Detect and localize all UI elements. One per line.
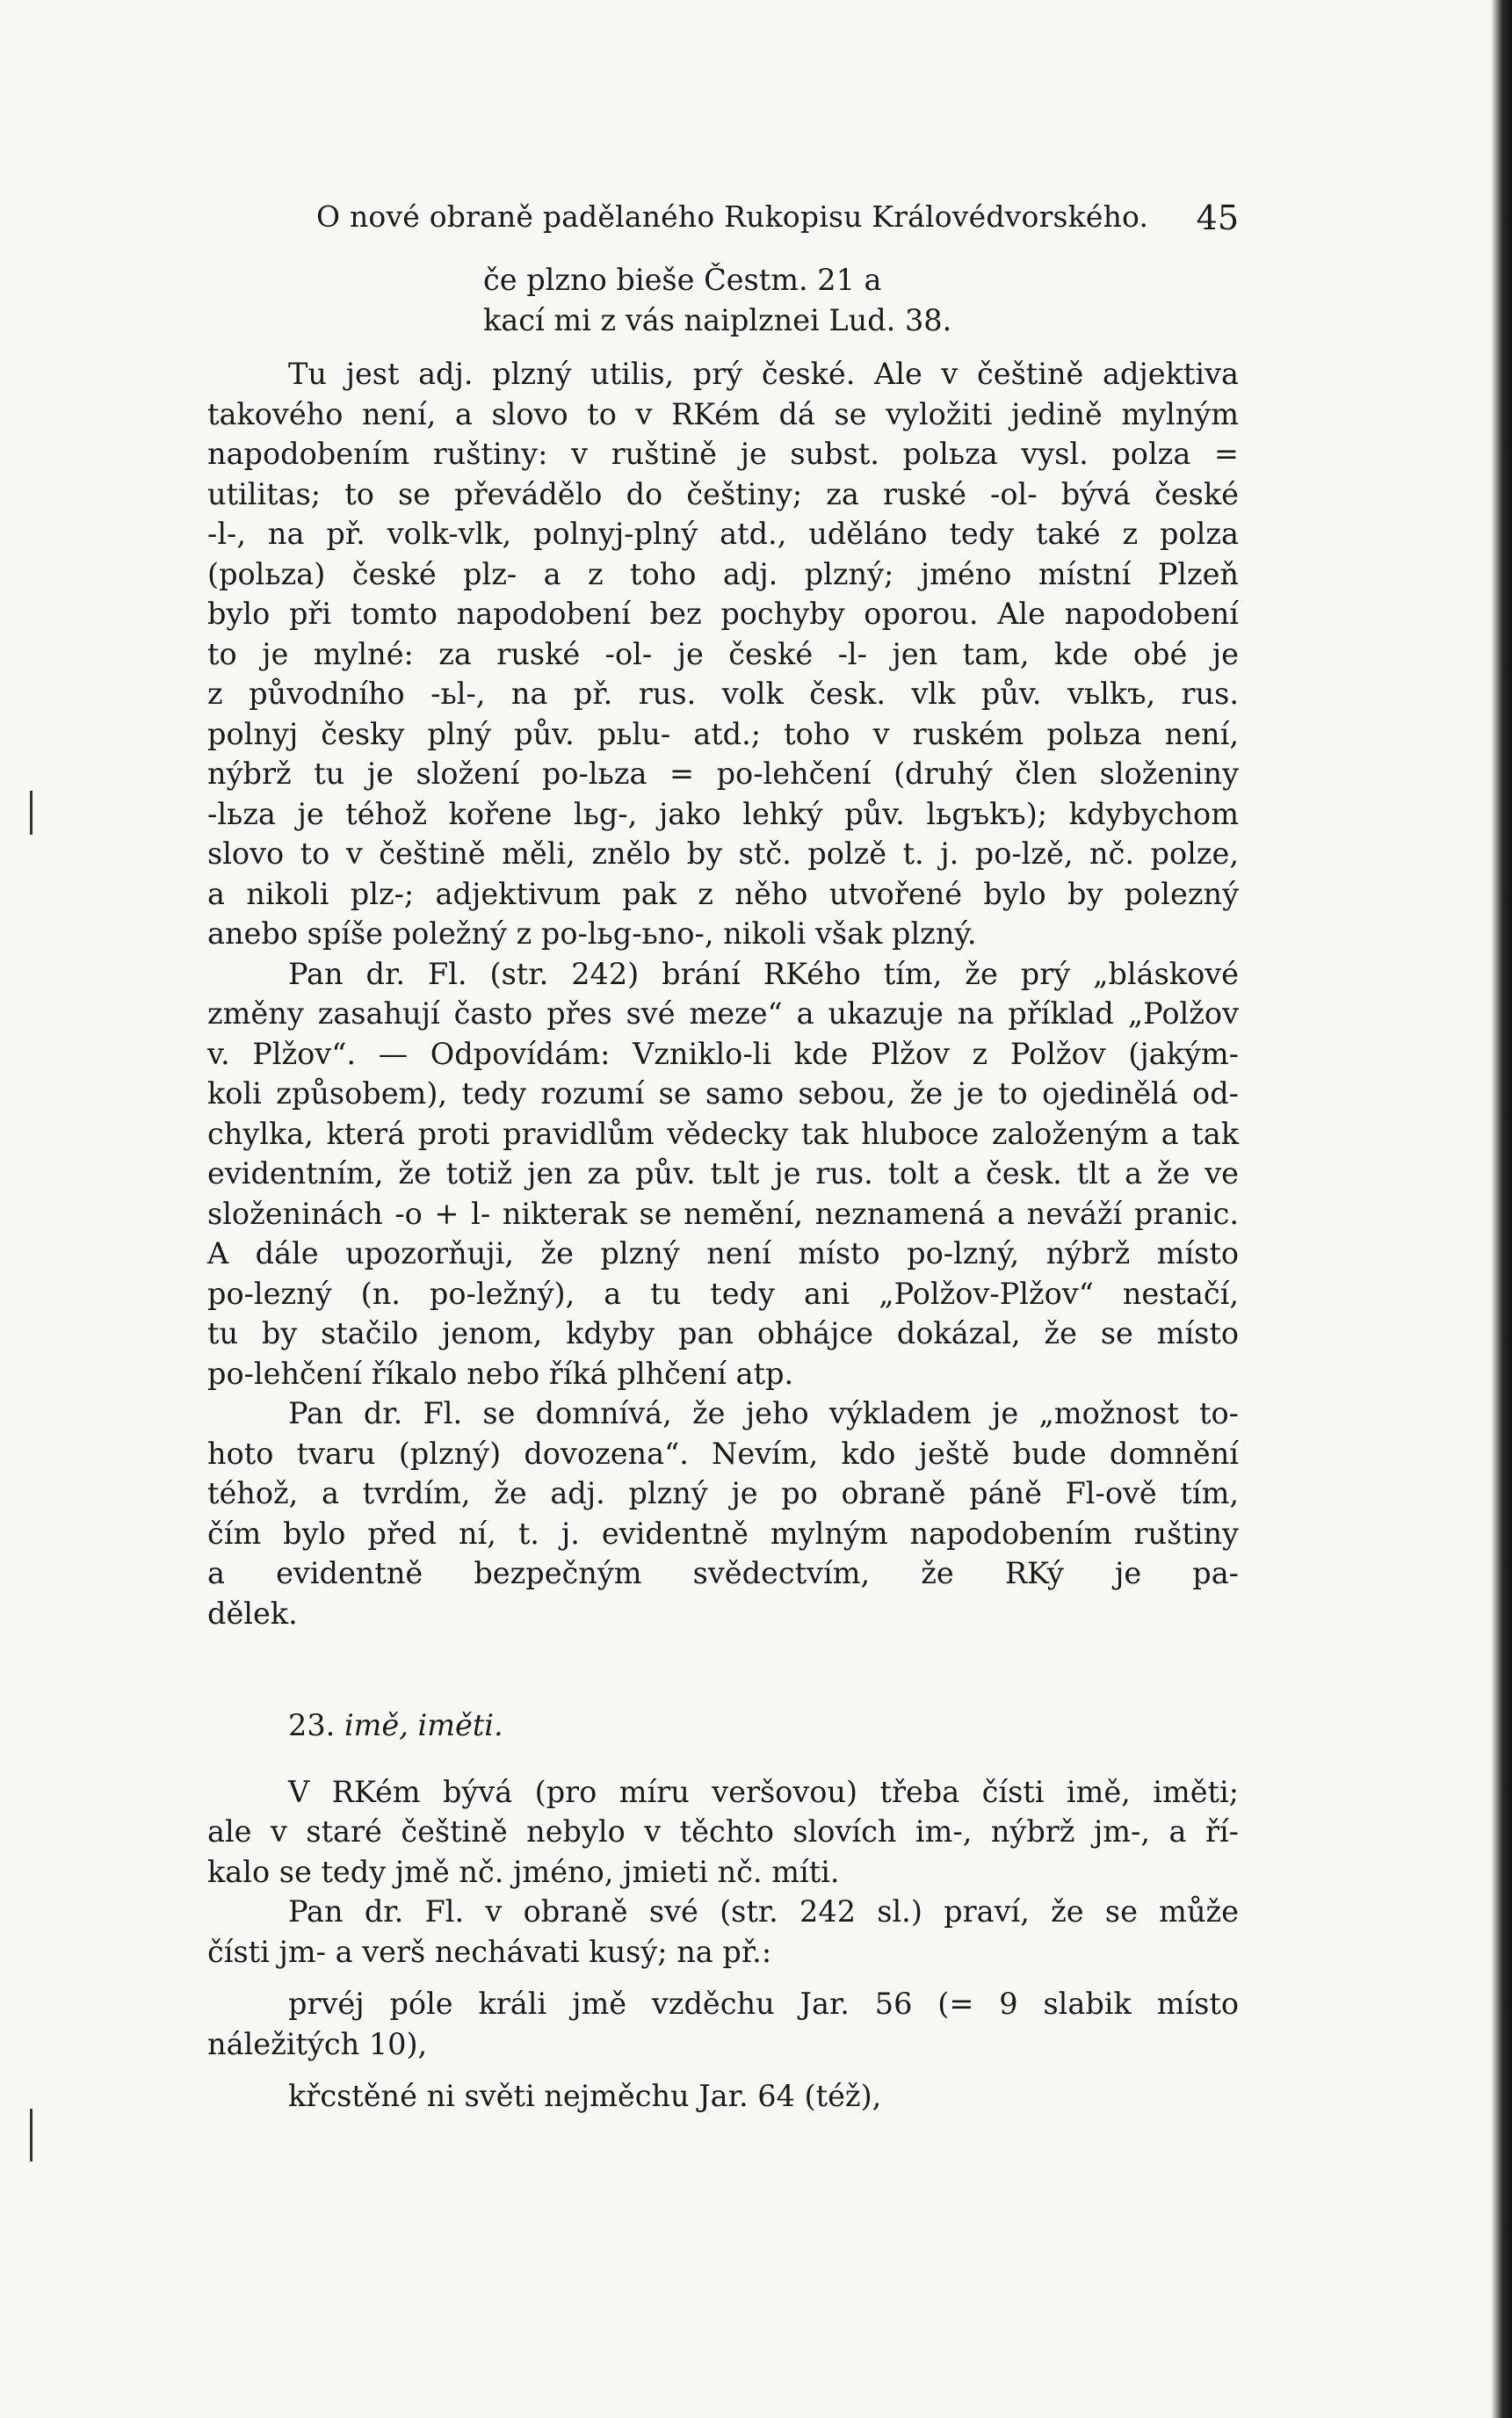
- text-line: to je mylné: za ruské -ol- je české -l- jen tam, kde obé je: [207, 636, 1239, 671]
- text-line: (polьza) české plz- a z toho adj. plzný; jméno místní Plzeň: [207, 556, 1239, 591]
- text-line: dělek.: [207, 1596, 298, 1631]
- text-line: evidentním, že totiž jen za pův. tьlt je rus. tolt a česk. tlt a že ve: [207, 1156, 1239, 1191]
- text-line: polnyj česky plný pův. pьlu- atd.; toho v ruském polьza není,: [207, 716, 1239, 751]
- text-line: Tu jest adj. plzný utilis, prý české. Ale v češtině adjektiva: [288, 357, 1239, 391]
- text-line: nýbrž tu je složení po-lьza = po-lehčení (druhý člen složeniny: [207, 757, 1239, 791]
- text-line: a evidentně bezpečným svědectvím, že RKý je pa-: [207, 1556, 1239, 1590]
- text-line: tu by stačilo jenom, kdyby pan obhájce dokázal, že se místo: [207, 1316, 1239, 1350]
- text-line: chylka, která proti pravidlům vědecky tak hluboce založeným a tak: [207, 1116, 1239, 1151]
- text-line: Pan dr. Fl. v obraně své (str. 242 sl.) praví, že se může: [288, 1894, 1239, 1929]
- paragraph-3: [207, 1394, 1239, 1633]
- text-line: náležitých 10),: [207, 2026, 428, 2061]
- section-number: 23.: [288, 1708, 336, 1742]
- text-line: V RKém bývá (pro míru veršovou) třeba čísti imě, iměti;: [288, 1774, 1239, 1809]
- text-line: slovo to v češtině měli, znělo by stč. polzě t. j. po-lzě, nč. polze,: [207, 836, 1239, 871]
- document-page: [207, 185, 1239, 2117]
- paragraph-5: [207, 1892, 1239, 1972]
- text-line: z původního -ьl-, na př. rus. volk česk. vlk pův. vьlkъ, rus.: [207, 677, 1239, 711]
- text-line: prvéj póle králi jmě vzděchu Jar. 56 (= 9 slabik místo: [288, 1987, 1239, 2021]
- text-line: Pan dr. Fl. se domnívá, že jeho výkladem je „možnost to-: [288, 1396, 1239, 1430]
- paragraph-1: [207, 354, 1239, 954]
- verse-line: kací mi z vás naiplznei Lud. 38.: [483, 302, 952, 337]
- text-line: napodobením ruštiny: v ruštině je subst. polьza vysl. polza =: [207, 437, 1239, 471]
- scan-mark: [30, 791, 33, 835]
- text-line: kalo se tedy jmě nč. jméno, jmieti nč. míti.: [207, 1854, 840, 1889]
- running-header: [207, 185, 1239, 241]
- page-number: 45: [1196, 199, 1239, 237]
- text-line: složeninách -o + l- nikterak se nemění, neznamená a neváží pranic.: [207, 1196, 1239, 1231]
- quote-1: [207, 1984, 1239, 2064]
- text-line: koli způsobem), tedy rozumí se samo sebou, že je to ojedinělá od-: [207, 1076, 1239, 1111]
- paragraph-4: [207, 1772, 1239, 1893]
- text-line: čím bylo před ní, t. j. evidentně mylným napodobením ruštiny: [207, 1516, 1239, 1551]
- text-line: A dále upozorňuji, že plzný není místo po-lzný, nýbrž místo: [207, 1236, 1239, 1271]
- text-line: změny zasahují často přes své meze“ a ukazuje na příklad „Polžov: [207, 996, 1239, 1031]
- text-line: a nikoli plz-; adjektivum pak z něho utvořené bylo by polezný: [207, 876, 1239, 911]
- text-line: takového není, a slovo to v RKém dá se vyložiti jedině mylným: [207, 396, 1239, 431]
- text-line: téhož, a tvrdím, že adj. plzný je po obraně páně Fl-ově tím,: [207, 1476, 1239, 1510]
- text-line: křcstěné ni světi nejměchu Jar. 64 (též),: [288, 2079, 882, 2113]
- text-line: -lьza je téhož kořene lьg-, jako lehký pův. lьgъkъ); kdybychom: [207, 796, 1239, 831]
- text-line: -l-, na př. volk-vlk, polnyj-plný atd., uděláno tedy také z polza: [207, 517, 1239, 551]
- paragraph-2: [207, 954, 1239, 1394]
- quote-2: [207, 2076, 1239, 2117]
- text-line: hoto tvaru (plzný) dovozena“. Nevím, kdo ještě bude domnění: [207, 1436, 1239, 1471]
- text-line: anebo spíše poležný z po-lьg-ьno-, nikoli však plzný.: [207, 916, 977, 951]
- verse-quote: [483, 260, 1239, 340]
- text-line: čísti jm- a verš nechávati kusý; na př.:: [207, 1934, 772, 1969]
- text-line: v. Plžov“. — Odpovídám: Vzniklo-li kde Plžov z Polžov (jakým-: [207, 1036, 1239, 1071]
- text-line: po-lehčení říkalo nebo říká plhčení atp.: [207, 1356, 794, 1391]
- section-heading: [207, 1705, 1239, 1746]
- text-line: po-lezný (n. po-ležný), a tu tedy ani „Polžov-Plžov“ nestačí,: [207, 1276, 1239, 1311]
- verse-line: če plzno bieše Čestm. 21 a: [483, 263, 882, 297]
- scan-mark: [30, 2109, 33, 2161]
- running-title: O nové obraně padělaného Rukopisu Královédvorského.: [316, 199, 1149, 234]
- text-line: utilitas; to se převádělo do češtiny; za ruské -ol- bývá české: [207, 476, 1239, 511]
- text-line: Pan dr. Fl. (str. 242) brání RKého tím, že prý „bláskové: [288, 956, 1239, 991]
- section-words: imě, iměti.: [344, 1708, 503, 1742]
- text-line: bylo při tomto napodobení bez pochyby oporou. Ale napodobení: [207, 597, 1239, 631]
- scan-edge: [1491, 0, 1512, 2418]
- text-line: ale v staré češtině nebylo v těchto slovích im-, nýbrž jm-, a ří-: [207, 1814, 1239, 1849]
